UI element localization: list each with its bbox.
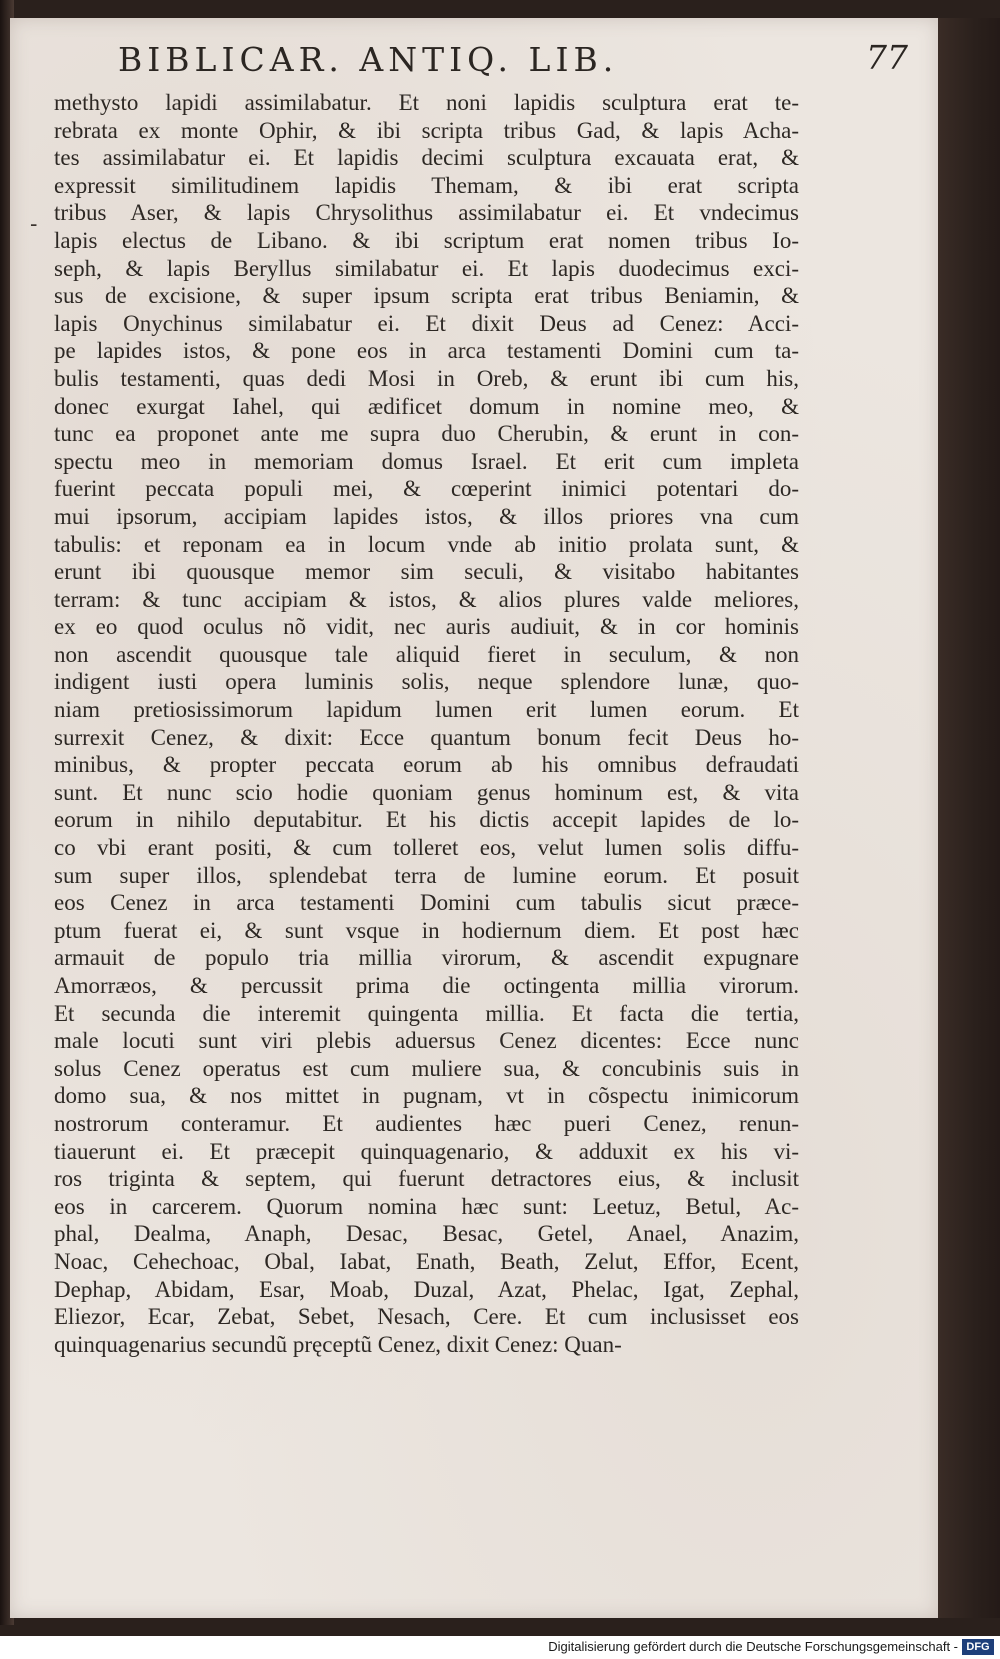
text-line: co vbi erant positi, & cum tolleret eos, velut lumen solis diffu- (54, 835, 799, 861)
text-line: male locuti sunt viri plebis aduersus Cenez dicentes: Ecce nunc (54, 1028, 799, 1054)
text-line: indigent iusti opera luminis solis, neque splendore lunæ, quo- (54, 669, 799, 695)
running-head: BIBLICAR. ANTIQ. LIB. (118, 40, 619, 79)
funding-credit: Digitalisierung gefördert durch die Deutsche Forschungsgemeinschaft - (548, 1639, 958, 1654)
text-line: ex eo quod oculus nõ vidit, nec auris audiuit, & in cor hominis (54, 614, 799, 640)
text-line: bulis testamenti, quas dedi Mosi in Oreb, & erunt ibi cum his, (54, 365, 799, 391)
text-line: sus de excisione, & super ipsum scripta erat tribus Beniamin, & (54, 283, 799, 309)
text-line: sunt. Et nunc scio hodie quoniam genus hominum est, & vita (54, 779, 799, 805)
text-line: solus Cenez operatus est cum muliere sua, & concubinis suis in (54, 1055, 799, 1081)
text-line: eos Cenez in arca testamenti Domini cum tabulis sicut præce- (54, 890, 799, 916)
text-line: seph, & lapis Beryllus similabatur ei. Et lapis duodecimus exci- (54, 255, 799, 281)
text-line: niam pretiosissimorum lapidum lumen erit lumen eorum. Et (54, 697, 799, 723)
text-line: tiauerunt ei. Et præcepit quinquagenario, & adduxit ex his vi- (54, 1138, 799, 1164)
text-line: erunt ibi quousque memor sim seculi, & visitabo habitantes (54, 559, 799, 585)
text-line: fuerint peccata populi mei, & cœperint inimici potentari do- (54, 476, 799, 502)
text-line: quinquagenarius secundũ pręceptũ Cenez, dixit Cenez: Quan- (54, 1331, 622, 1357)
text-line: minibus, & propter peccata eorum ab his omnibus defraudati (54, 752, 799, 778)
page-header (100, 30, 920, 86)
text-line: Noac, Cehechoac, Obal, Iabat, Enath, Beath, Zelut, Effor, Ecent, (54, 1248, 799, 1274)
dfg-logo[interactable]: DFG (962, 1639, 994, 1655)
text-line: tribus Aser, & lapis Chrysolithus assimilabatur ei. Et vndecimus (54, 200, 799, 226)
margin-mark: - (30, 212, 38, 237)
text-line: methysto lapidi assimilabatur. Et noni lapidis sculptura erat te- (54, 90, 799, 115)
text-line: domo sua, & nos mittet in pugnam, vt in cõspectu inimicorum (54, 1083, 799, 1109)
text-line: lapis Onychinus similabatur ei. Et dixit Deus ad Cenez: Acci- (54, 310, 799, 336)
text-line: rebrata ex monte Ophir, & ibi scripta tribus Gad, & lapis Acha- (54, 117, 799, 143)
text-line: phal, Dealma, Anaph, Desac, Besac, Getel, Anael, Anazim, (54, 1221, 799, 1247)
text-line: pe lapides istos, & pone eos in arca testamenti Domini cum ta- (54, 338, 799, 364)
text-line: expressit similitudinem lapidis Themam, & ibi erat scripta (54, 172, 799, 198)
text-line: mui ipsorum, accipiam lapides istos, & illos priores vna cum (54, 503, 799, 529)
text-line: eos in carcerem. Quorum nomina hæc sunt: Leetuz, Betul, Ac- (54, 1193, 799, 1219)
text-line: spectu meo in memoriam domus Israel. Et erit cum impleta (54, 448, 799, 474)
text-line: tunc ea proponet ante me supra duo Cherubin, & erunt in con- (54, 421, 799, 447)
text-line: donec exurgat Iahel, qui ædificet domum in nomine meo, & (54, 393, 799, 419)
page-edge (938, 18, 1000, 1618)
text-line: tabulis: et reponam ea in locum vnde ab initio prolata sunt, & (54, 531, 799, 557)
footer-bar (0, 1636, 1000, 1659)
text-line: terram: & tunc accipiam & istos, & alios plures valde meliores, (54, 586, 799, 612)
text-line: nostrorum conteramur. Et audientes hæc pueri Cenez, renun- (54, 1110, 799, 1136)
text-line: sum super illos, splendebat terra de lumine eorum. Et posuit (54, 862, 799, 888)
text-line: Et secunda die interemit quingenta millia. Et facta die tertia, (54, 1000, 799, 1026)
text-line: Eliezor, Ecar, Zebat, Sebet, Nesach, Cere. Et cum inclusisset eos (54, 1304, 799, 1330)
text-line: ptum fuerat ei, & sunt vsque in hodiernum diem. Et post hæc (54, 917, 799, 943)
text-line: Amorræos, & percussit prima die octingenta millia virorum. (54, 973, 799, 998)
text-line: tes assimilabatur ei. Et lapidis decimi sculptura excauata erat, & (54, 145, 799, 171)
text-line: ros triginta & septem, qui fuerunt detractores eius, & inclusit (54, 1166, 799, 1192)
page-number: 77 (866, 38, 908, 77)
text-line: eorum in nihilo deputabitur. Et his dictis accepit lapides de lo- (54, 807, 799, 833)
text-line: non ascendit quousque tale aliquid fieret in seculum, & non (54, 641, 799, 667)
text-line: lapis electus de Libano. & ibi scriptum erat nomen tribus Io- (54, 227, 799, 253)
text-line: armauit de populo tria millia virorum, & ascendit expugnare (54, 945, 799, 971)
body-text (54, 89, 799, 1358)
text-line: surrexit Cenez, & dixit: Ecce quantum bonum fecit Deus ho- (54, 724, 799, 750)
text-line: Dephap, Abidam, Esar, Moab, Duzal, Azat, Phelac, Igat, Zephal, (54, 1276, 799, 1302)
